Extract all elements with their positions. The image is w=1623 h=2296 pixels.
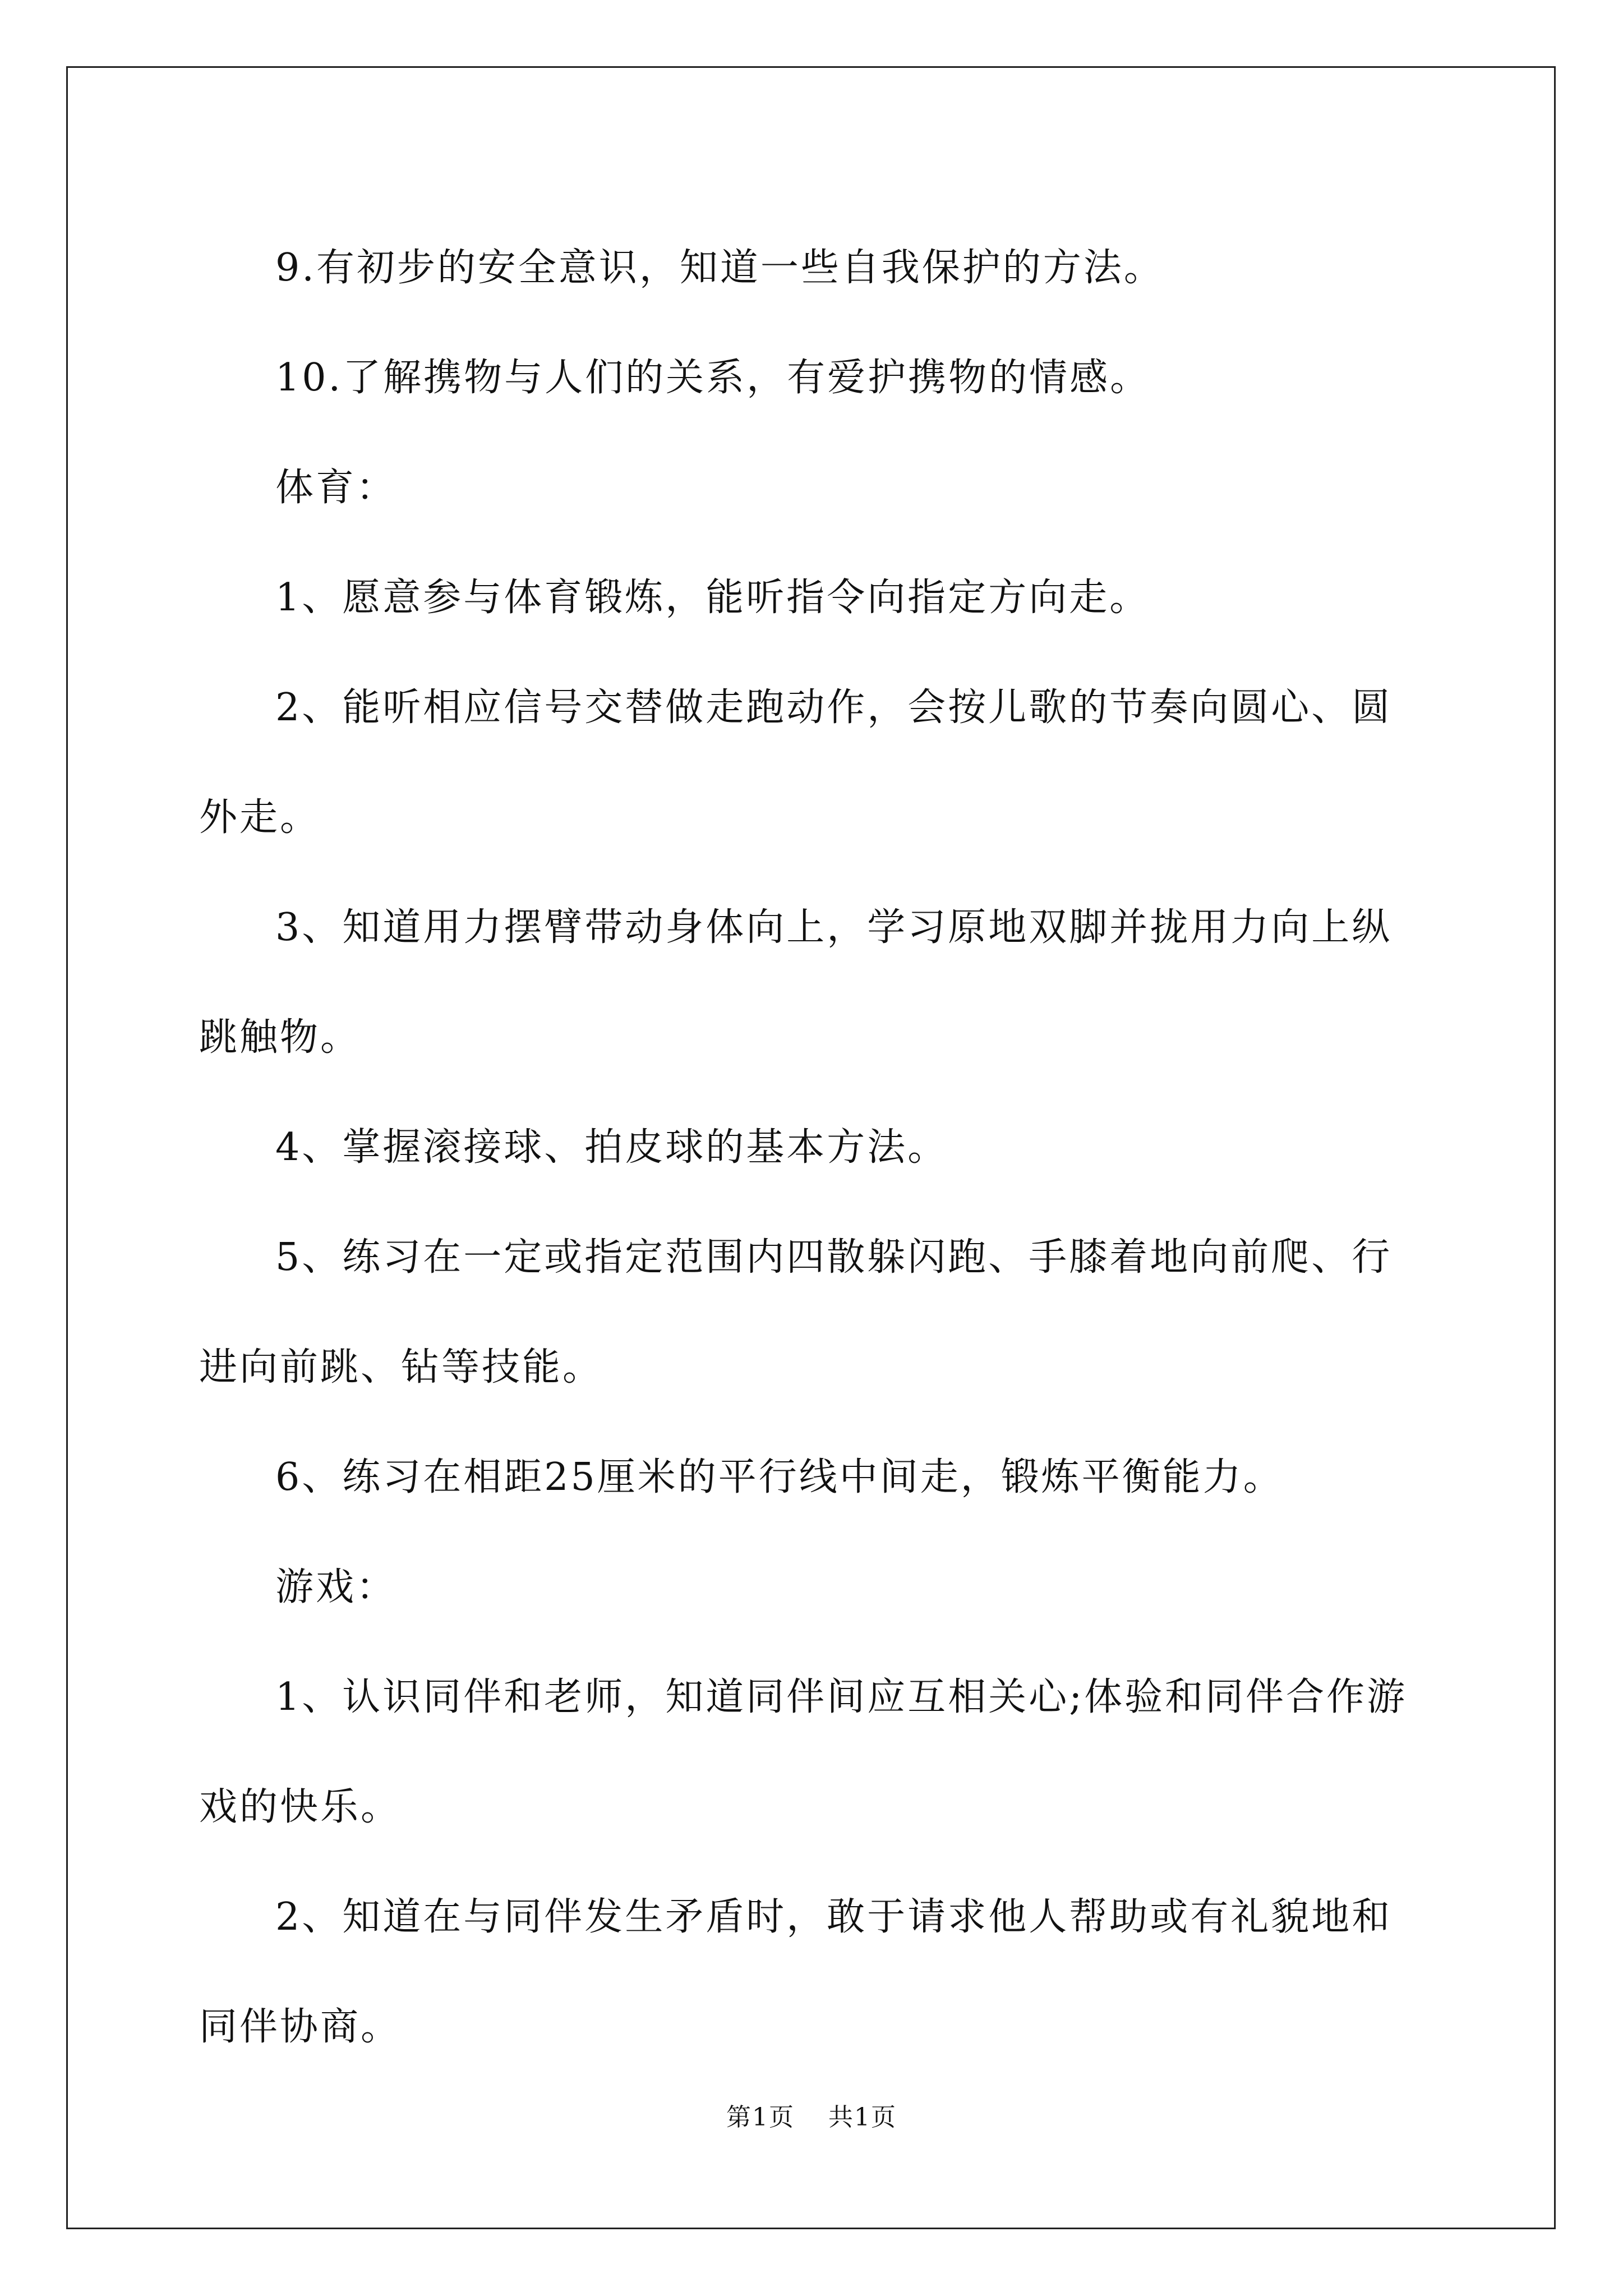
paragraph: 9.有初步的安全意识，知道一些自我保护的方法。 bbox=[275, 246, 1164, 290]
paragraph: 2、知道在与同伴发生矛盾时，敢于请求他人帮助或有礼貌地和同伴协商。 bbox=[199, 1895, 1393, 2049]
paragraph: 1、认识同伴和老师，知道同伴间应互相关心;体验和同伴合作游戏的快乐。 bbox=[199, 1675, 1408, 1829]
page-total: 共1页 bbox=[828, 2103, 897, 2132]
paragraph: 10.了解携物与人们的关系，有爱护携物的情感。 bbox=[275, 356, 1151, 400]
paragraph: 4、掌握滚接球、拍皮球的基本方法。 bbox=[275, 1125, 948, 1170]
page-footer bbox=[0, 2101, 1623, 2134]
section-heading: 体育： bbox=[275, 466, 397, 510]
paragraph: 6、练习在相距25厘米的平行线中间走，锻炼平衡能力。 bbox=[275, 1455, 1284, 1499]
paragraph: 1、愿意参与体育锻炼，能听指令向指定方向走。 bbox=[275, 576, 1150, 620]
page-number: 第1页 bbox=[726, 2103, 795, 2132]
document-body bbox=[199, 213, 1427, 2082]
paragraph: 5、练习在一定或指定范围内四散躲闪跑、手膝着地向前爬、行进向前跳、钻等技能。 bbox=[199, 1235, 1393, 1389]
section-heading: 游戏： bbox=[275, 1565, 397, 1609]
paragraph: 2、能听相应信号交替做走跑动作，会按儿歌的节奏向圆心、圆外走。 bbox=[199, 685, 1393, 840]
paragraph: 3、知道用力摆臂带动身体向上，学习原地双脚并拢用力向上纵跳触物。 bbox=[199, 905, 1393, 1060]
